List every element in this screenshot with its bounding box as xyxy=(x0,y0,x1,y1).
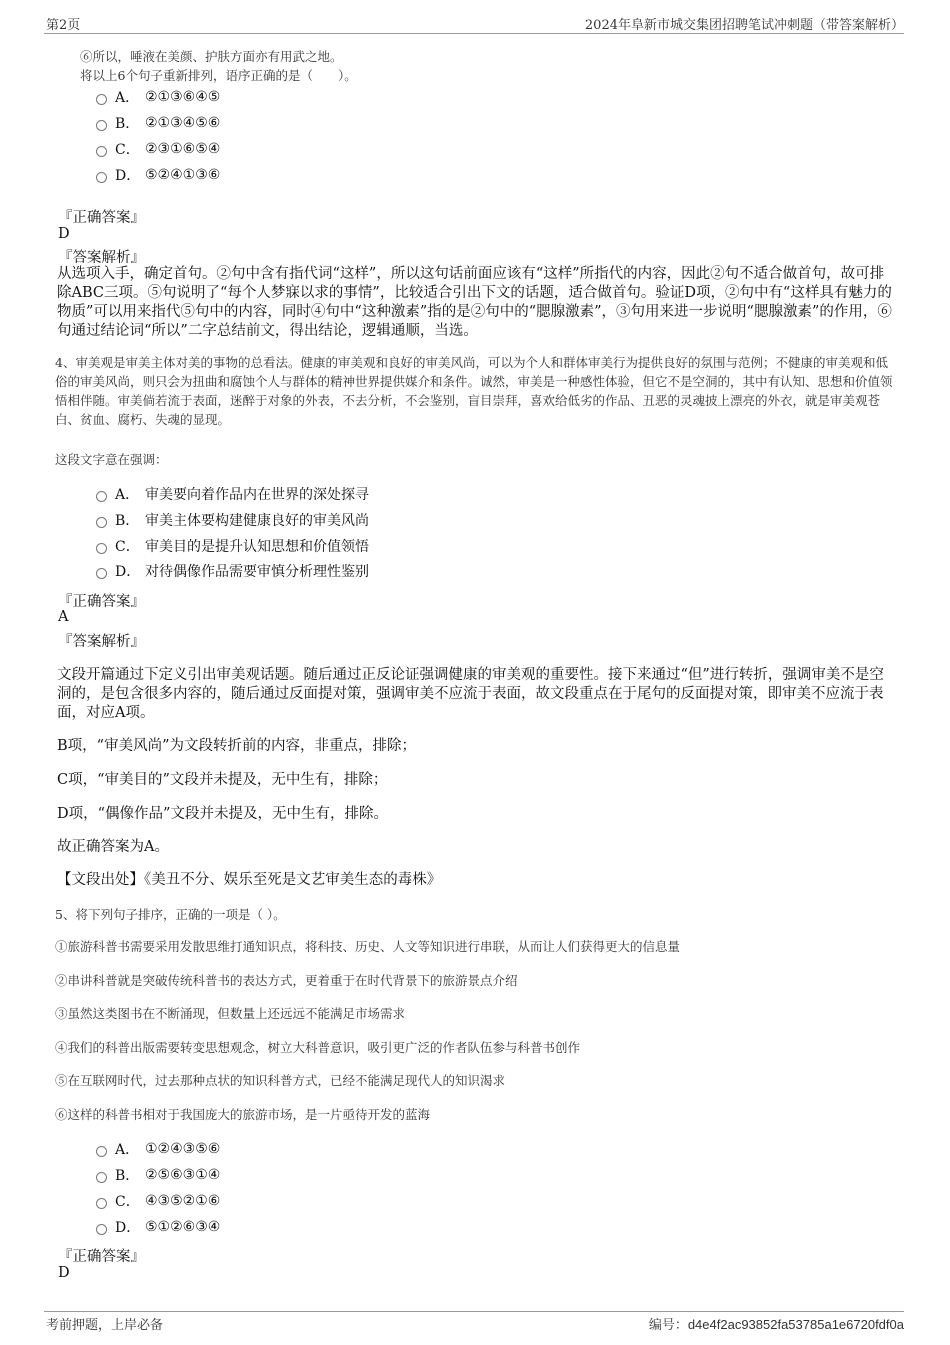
radio-icon[interactable] xyxy=(96,1172,107,1183)
q5-sentence-1: ①旅游科普书需要采用发散思维打通知识点，将科技、历史、人文等知识进行串联，从而让人们获得更大的信息量 xyxy=(55,939,681,954)
q4-answer-label: 『正确答案』 xyxy=(58,594,145,610)
q4-note-d: D项，“偶像作品”文段并未提及，无中生有，排除。 xyxy=(57,806,388,822)
q4-option-d[interactable]: D． 对待偶像作品需要审慎分析理性鉴别 xyxy=(96,561,369,581)
header-rule xyxy=(44,33,904,34)
q4-analysis-label: 『答案解析』 xyxy=(58,634,145,650)
q5-sentence-4: ④我们的科普出版需要转变思想观念，树立大科普意识，吸引更广泛的作者队伍参与科普书创作 xyxy=(55,1040,581,1055)
q4-conclusion: 故正确答案为A。 xyxy=(57,839,169,855)
radio-icon[interactable] xyxy=(96,543,107,554)
radio-icon[interactable] xyxy=(96,517,107,528)
radio-icon[interactable] xyxy=(96,568,107,579)
q5-answer-label: 『正确答案』 xyxy=(58,1249,145,1265)
radio-icon[interactable] xyxy=(96,491,107,502)
q3-prompt: 将以上6个句子重新排列，语序正确的是（ ）。 xyxy=(80,68,357,83)
q4-prompt: 这段文字意在强调： xyxy=(55,452,168,467)
q3-option-d[interactable]: D． ⑤②④①③⑥ xyxy=(96,165,220,185)
q4-source: 【文段出处】《美丑不分、娱乐至死是文艺审美生态的毒株》 xyxy=(57,872,442,888)
q4-analysis: 文段开篇通过下定义引出审美观话题。随后通过正反论证强调健康的审美观的重要性。接下来通过“但”进行转折，强调审美不是空洞的，是包含很多内容的，随后通过反面提对策，强调审美不应流于表面，故文段重点在于尾句的反面提对策，即审美不应流于表面，对应A项。 xyxy=(57,667,884,721)
q3-sentence-6: ⑥所以，唾液在美颜、护肤方面亦有用武之地。 xyxy=(80,49,343,64)
radio-icon[interactable] xyxy=(96,146,107,157)
footer-code-value: d4e4f2ac93852fa53785a1e6720fdf0a xyxy=(687,1317,904,1332)
q4-note-b: B项，“审美风尚”为文段转折前的内容，非重点，排除； xyxy=(57,738,416,754)
footer-code-label: 编号： xyxy=(648,1318,688,1333)
document-title: 2024年阜新市城交集团招聘笔试冲刺题（带答案解析） xyxy=(584,18,904,33)
radio-icon[interactable] xyxy=(96,120,107,131)
radio-icon[interactable] xyxy=(96,172,107,183)
q3-option-a[interactable]: A． ②①③⑥④⑤ xyxy=(96,87,220,107)
q5-option-c[interactable]: C． ④③⑤②①⑥ xyxy=(96,1191,220,1211)
radio-icon[interactable] xyxy=(96,94,107,105)
q5-sentence-3: ③虽然这类图书在不断涌现，但数量上还远远不能满足市场需求 xyxy=(55,1006,406,1021)
q5-stem: 5、将下列句子排序，正确的一项是（ ）。 xyxy=(55,907,286,922)
radio-icon[interactable] xyxy=(96,1198,107,1209)
footer-rule xyxy=(44,1311,904,1312)
q3-option-c[interactable]: C． ②③①⑥⑤④ xyxy=(96,139,220,159)
footer-code xyxy=(649,1314,904,1333)
q5-sentence-2: ②串讲科普就是突破传统科普书的表达方式，更着重于在时代背景下的旅游景点介绍 xyxy=(55,973,518,988)
q3-answer-label: 『正确答案』 xyxy=(58,210,145,226)
q4-option-a[interactable]: A． 审美要向着作品内在世界的深处探寻 xyxy=(96,484,369,504)
q5-option-b[interactable]: B． ②⑤⑥③①④ xyxy=(96,1165,220,1185)
page-number: 第2页 xyxy=(46,18,81,33)
radio-icon[interactable] xyxy=(96,1224,107,1235)
q5-option-a[interactable]: A． ①②④③⑤⑥ xyxy=(96,1139,220,1159)
q5-option-d[interactable]: D． ⑤①②⑥③④ xyxy=(96,1217,220,1237)
footer-slogan: 考前押题，上岸必备 xyxy=(46,1318,164,1333)
radio-icon[interactable] xyxy=(96,1146,107,1157)
q4-note-c: C项，“审美目的”文段并未提及，无中生有，排除； xyxy=(57,772,388,788)
q3-option-b[interactable]: B． ②①③④⑤⑥ xyxy=(96,113,220,133)
q5-sentence-5: ⑤在互联网时代，过去那种点状的知识科普方式，已经不能满足现代人的知识渴求 xyxy=(55,1073,506,1088)
q3-answer: D xyxy=(58,226,70,242)
q4-option-c[interactable]: C． 审美目的是提升认知思想和价值领悟 xyxy=(96,536,369,556)
q4-stem: 4、审美观是审美主体对美的事物的总看法。健康的审美观和良好的审美风尚，可以为个人和群体审美行为提供良好的氛围与范例；不健康的审美观和低俗的审美风尚，则只会为扭曲和腐蚀个人与群体的精神世界提供媒介和条件。诚然，审美是一种感性体验，但它不是空洞的，其中有认知、思想和价值领悟相伴随。审美倘若流于表面，迷醉于对象的外表，不去分析，不会鉴别，盲目崇拜，喜欢给低劣的作品、丑恶的灵魂披上漂亮的外衣，就是审美观苍白、贫血、腐朽、失魂的显现。 xyxy=(55,355,893,427)
q5-sentence-6: ⑥这样的科普书相对于我国庞大的旅游市场，是一片亟待开发的蓝海 xyxy=(55,1107,431,1122)
q4-answer: A xyxy=(58,609,69,625)
q3-analysis-label: 『答案解析』 xyxy=(58,250,145,266)
q3-analysis: 从选项入手，确定首句。②句中含有指代词“这样”，所以这句话前面应该有“这样”所指代的内容，因此②句不适合做首句，故可排除ABC三项。⑤句说明了“每个人梦寐以求的事情”，比较适合引出下文的话题，适合做首句。验证D项，②句中有“这样具有魅力的物质”可以用来指代⑤句中的内容，同时④句中“这种激素”指的是②句中的“腮腺激素”，③句用来进一步说明“腮腺激素”的作用，⑥句通过结论词“所以”二字总结前文，得出结论，逻辑通顺，当选。 xyxy=(57,266,892,339)
q4-option-b[interactable]: B． 审美主体要构建健康良好的审美风尚 xyxy=(96,510,369,530)
q5-answer: D xyxy=(58,1265,70,1281)
